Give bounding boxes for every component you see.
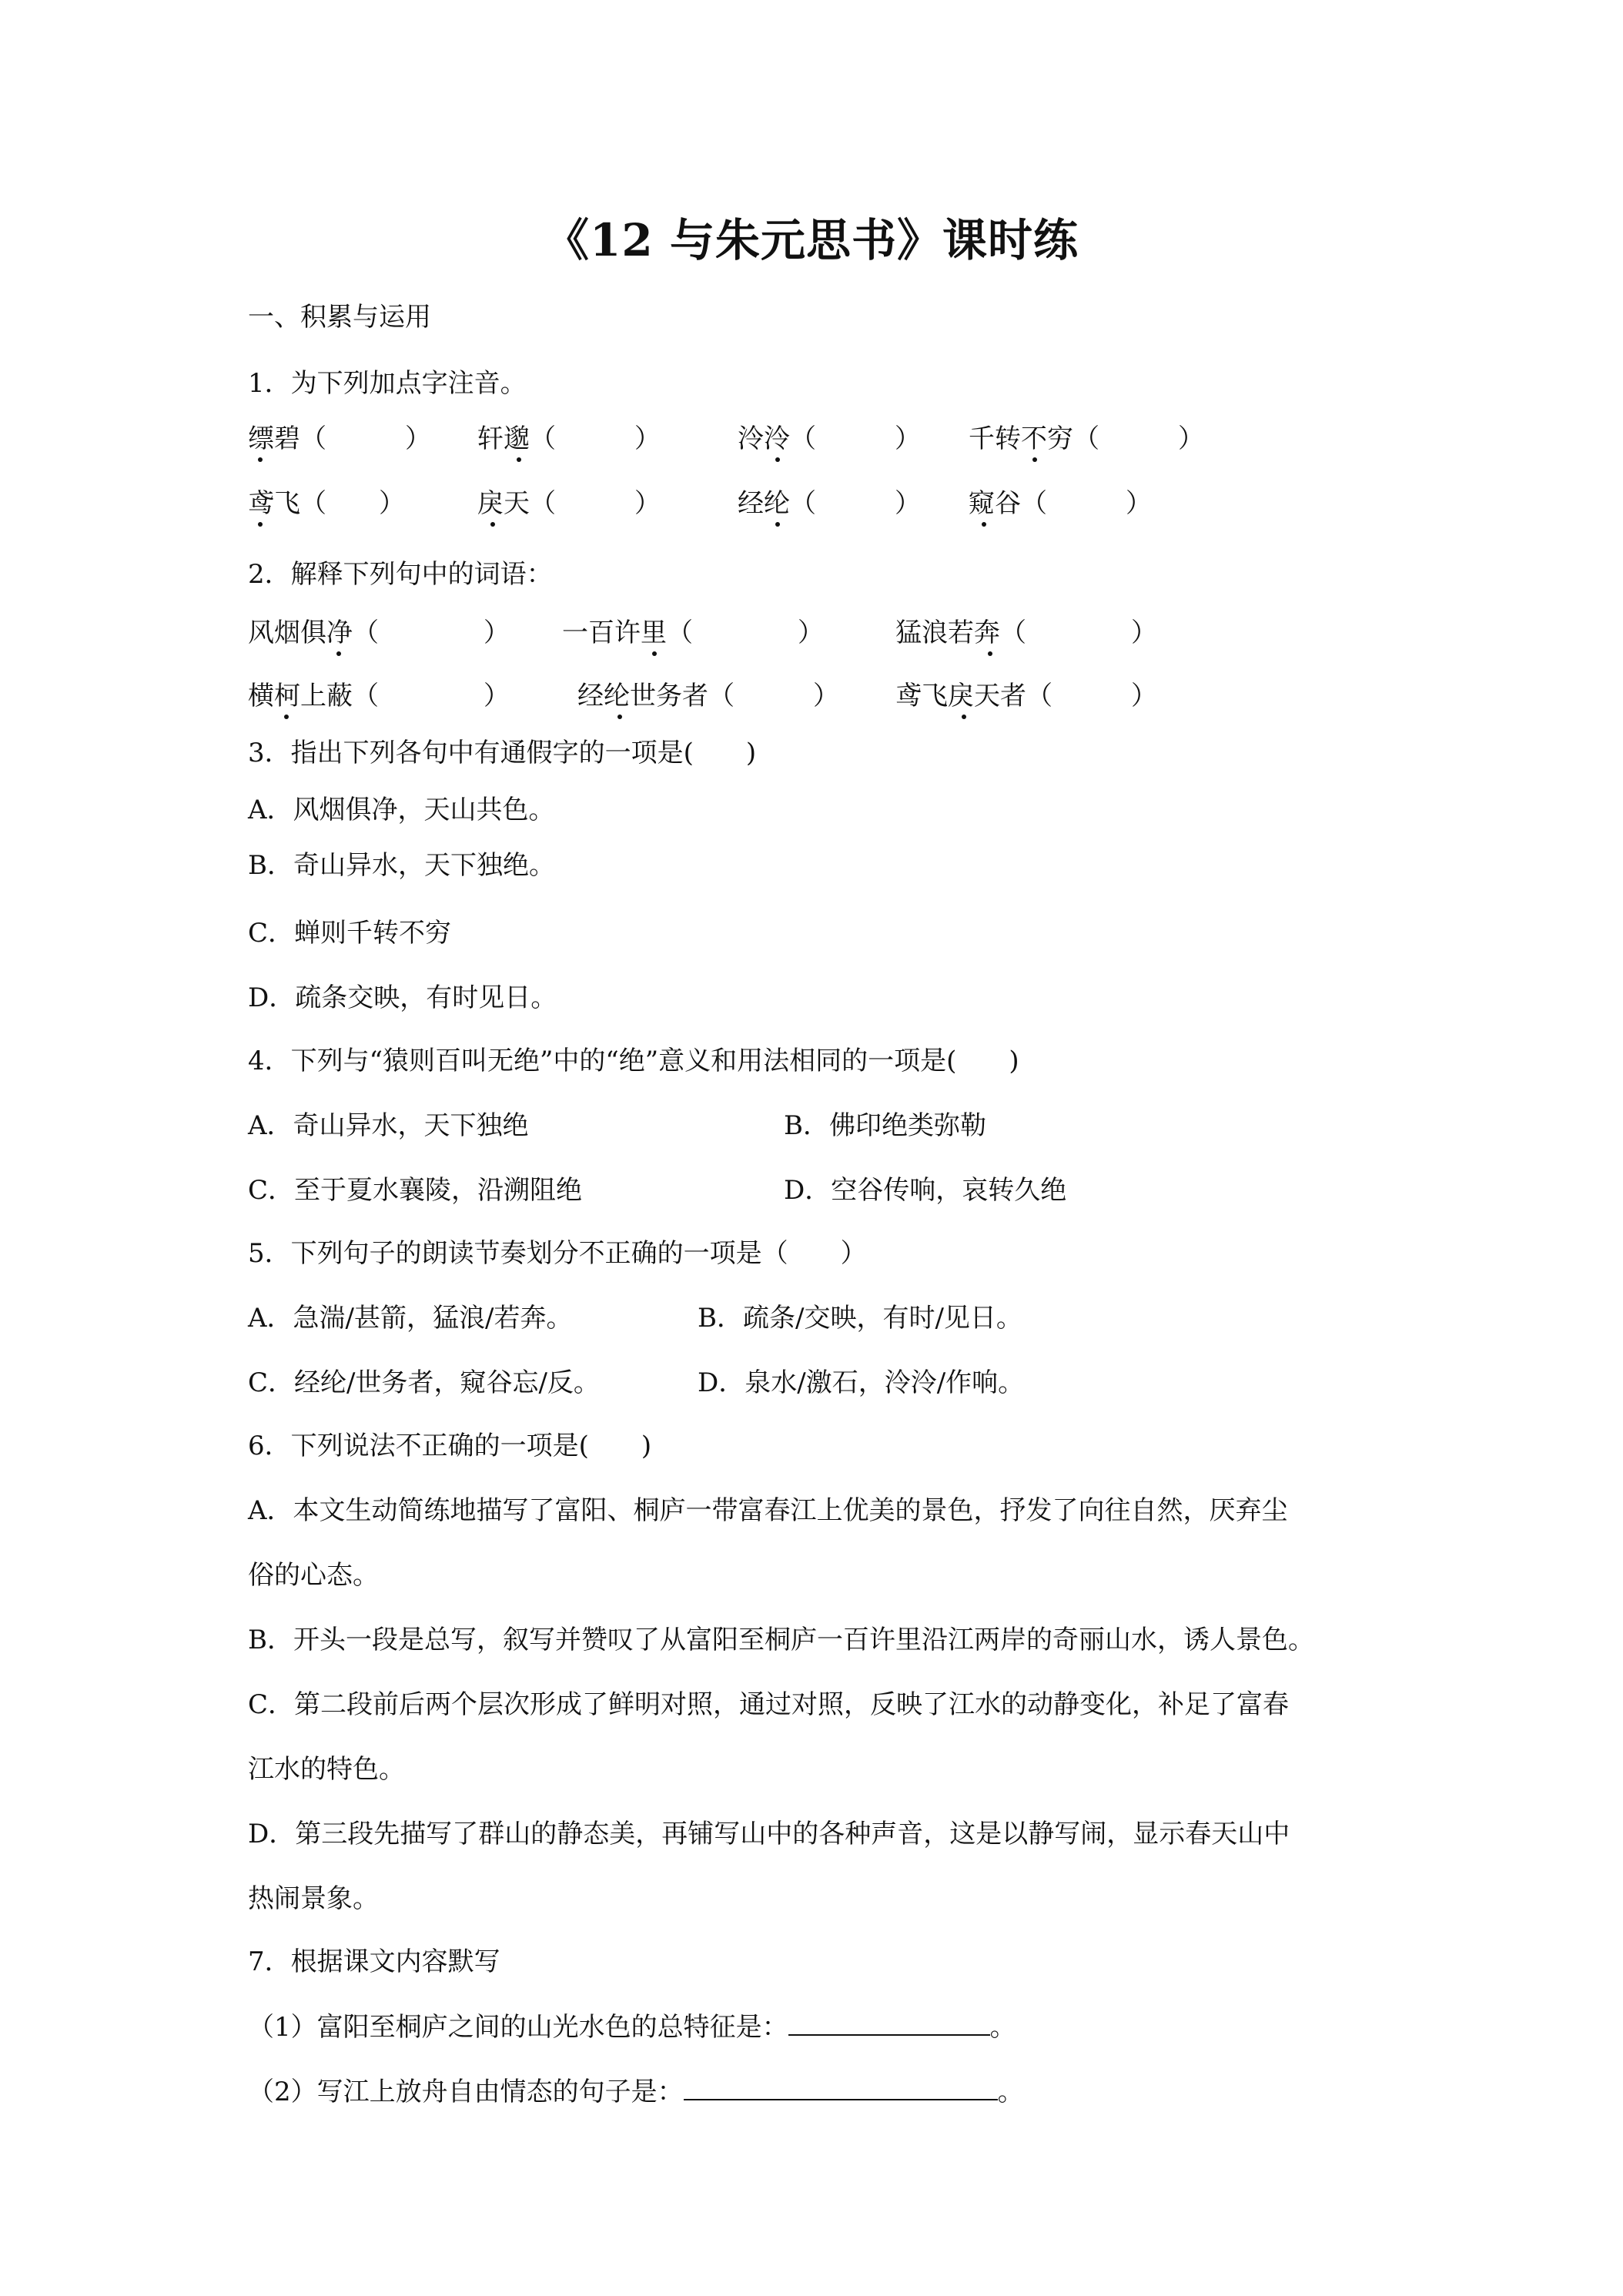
q2-item-5: 经纶世务者（ ） (577, 681, 839, 711)
emphasis-dot (652, 651, 657, 656)
emphasis-dot (284, 715, 289, 719)
question-1-prompt: 1．为下列加点字注音。 (248, 368, 527, 399)
q5-option-c: C．经纶/世务者，窥谷忘/反。 (248, 1367, 600, 1398)
q6-line: B．开头一段是总写，叙写并赞叹了从富阳至桐庐一百许里沿江两岸的奇丽山水，诱人景色。 (248, 1625, 1314, 1655)
q3-option-a: A．风烟俱净，天山共色。 (248, 795, 555, 825)
q7-item-2-end: 。 (997, 2077, 1024, 2107)
emphasis-dot (258, 457, 263, 462)
emphasis-dot (982, 522, 986, 527)
q7-item-1 (248, 2010, 1016, 2044)
q6-line: D．第三段先描写了群山的静态美，再铺写山中的各种声音，这是以静写闹，显示春天山中 (248, 1819, 1290, 1849)
question-5-prompt: 5．下列句子的朗读节奏划分不正确的一项是（ ） (248, 1238, 867, 1269)
section-heading: 一、积累与运用 (248, 302, 431, 333)
emphasis-dot (517, 457, 521, 462)
emphasis-dot (336, 651, 341, 656)
q5-option-a: A．急湍/甚箭，猛浪/若奔。 (248, 1303, 573, 1334)
page-title: 《12 与朱元思书》课时练 (544, 214, 1079, 266)
q7-item-1-end: 。 (989, 2012, 1016, 2043)
q5-option-b: B．疏条/交映，有时/见日。 (698, 1303, 1022, 1334)
q4-option-c: C．至于夏水襄陵，沿溯阻绝 (248, 1175, 583, 1206)
q1-item-3: 泠泠（ ） (738, 423, 921, 454)
question-3-prompt: 3．指出下列各句中有通假字的一项是( ) (248, 738, 757, 768)
q6-line: 江水的特色。 (248, 1754, 405, 1785)
q1-item-2: 轩邈（ ） (477, 423, 661, 454)
answer-blank[interactable] (788, 2010, 990, 2036)
answer-blank[interactable] (684, 2074, 998, 2100)
question-7-prompt: 7．根据课文内容默写 (248, 1946, 500, 1977)
q1-item-7: 经纶（ ） (738, 488, 921, 519)
q3-option-b: B．奇山异水，天下独绝。 (248, 850, 555, 881)
question-6-prompt: 6．下列说法不正确的一项是( ) (248, 1431, 652, 1461)
q4-option-b: B．佛印绝类弥勒 (784, 1110, 986, 1141)
q4-option-d: D．空谷传响，哀转久绝 (784, 1175, 1067, 1206)
q7-item-2-text: （2）写江上放舟自由情态的句子是： (248, 2077, 684, 2107)
q6-line: 俗的心态。 (248, 1560, 379, 1591)
question-2-prompt: 2．解释下列句中的词语： (248, 559, 553, 590)
q2-item-4: 横柯上蔽（ ） (248, 681, 510, 711)
emphasis-dot (988, 651, 992, 656)
emphasis-dot (490, 522, 495, 527)
q1-item-4: 千转不穷（ ） (969, 423, 1204, 454)
q3-option-d: D．疏条交映，有时见日。 (248, 982, 557, 1013)
q2-item-6: 鸢飞戾天者（ ） (895, 681, 1157, 711)
q7-item-1-text: （1）富阳至桐庐之间的山光水色的总特征是： (248, 2012, 788, 2043)
q2-item-2: 一百许里（ ） (562, 618, 824, 648)
emphasis-dot (775, 457, 780, 462)
q5-option-d: D．泉水/激石，泠泠/作响。 (698, 1367, 1025, 1398)
question-4-prompt: 4．下列与“猿则百叫无绝”中的“绝”意义和用法相同的一项是( ) (248, 1046, 1019, 1076)
q1-item-1: 缥碧（ ） (248, 423, 431, 454)
q4-option-a: A．奇山异水，天下独绝 (248, 1110, 529, 1141)
q6-line: 热闹景象。 (248, 1883, 379, 1914)
q7-item-2 (248, 2074, 1024, 2109)
emphasis-dot (617, 715, 622, 719)
q3-option-c: C．蝉则千转不穷 (248, 918, 452, 949)
emphasis-dot (1032, 457, 1037, 462)
q1-item-5: 鸢飞（ ） (248, 488, 405, 519)
emphasis-dot (258, 522, 263, 527)
q2-item-3: 猛浪若奔（ ） (895, 618, 1157, 648)
q6-line: A．本文生动简练地描写了富阳、桐庐一带富春江上优美的景色，抒发了向往自然，厌弃尘 (248, 1495, 1288, 1526)
emphasis-dot (962, 715, 966, 719)
q6-line: C．第二段前后两个层次形成了鲜明对照，通过对照，反映了江水的动静变化，补足了富春 (248, 1689, 1290, 1720)
q1-item-6: 戾天（ ） (477, 488, 661, 519)
q2-item-1: 风烟俱净（ ） (248, 618, 510, 648)
emphasis-dot (775, 522, 780, 527)
q1-item-8: 窥谷（ ） (969, 488, 1152, 519)
